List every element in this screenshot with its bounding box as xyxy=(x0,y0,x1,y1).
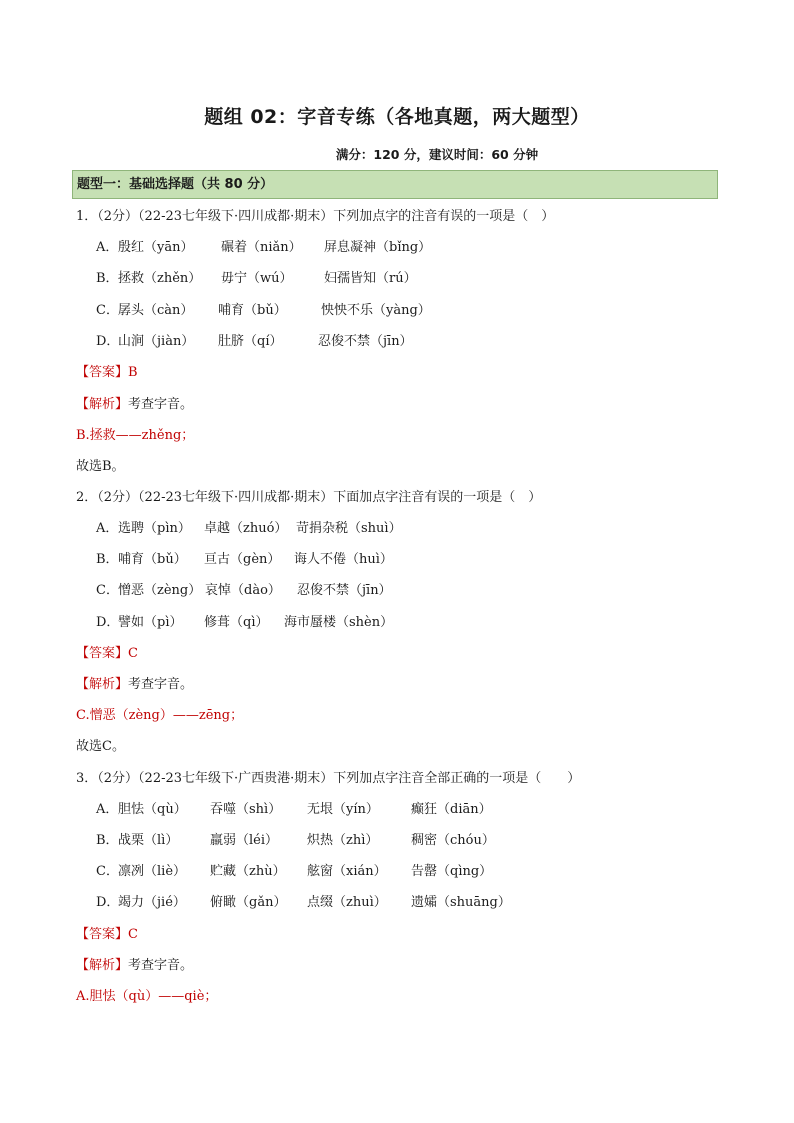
answer-line: 【答案】C xyxy=(76,927,138,942)
option-d: D．譬如（pì） 修葺（qì） 海市蜃楼（shèn） xyxy=(96,615,394,630)
option-d: D．山涧（jiàn） 肚脐（qí） 忍俊不禁（jīn） xyxy=(96,334,413,349)
analysis-line: 【解析】考查字音。 xyxy=(76,677,194,692)
page-title: 题组 02：字音专练（各地真题，两大题型） xyxy=(204,106,590,128)
option-b: B．拯救（zhěn） 毋宁（wú） 妇孺皆知（rú） xyxy=(96,271,417,286)
option-c: C．憎恶（zèng） 哀悼（dào） 忍俊不禁（jīn） xyxy=(96,583,392,598)
option-c: C．孱头（càn） 哺育（bǔ） 怏怏不乐（yàng） xyxy=(96,303,431,318)
option-b: B．哺育（bǔ） 亘古（gèn） 诲人不倦（huì） xyxy=(96,552,393,567)
question-stem: 2．（2分）（22-23七年级下·四川成都·期末）下面加点字注音有误的一项是（ ） xyxy=(76,490,542,505)
conclusion-line: 故选C。 xyxy=(76,739,125,754)
option-a: A．选聘（pìn） 卓越（zhuó） 苛捐杂税（shuì） xyxy=(96,521,402,536)
analysis-detail: A.胆怯（qù）——qiè； xyxy=(76,989,218,1004)
option-a: A．殷红（yān） 碾着（niǎn） 屏息凝神（bǐng） xyxy=(96,240,432,255)
question-stem: 3．（2分）（22-23七年级下·广西贵港·期末）下列加点字注音全部正确的一项是（ ） xyxy=(76,771,581,786)
section-header: 题型一：基础选择题（共 80 分） xyxy=(72,170,718,199)
answer-line: 【答案】C xyxy=(76,646,138,661)
page-subtitle: 满分：120 分，建议时间：60 分钟 xyxy=(335,147,539,162)
question-stem: 1．（2分）（22-23七年级下·四川成都·期末）下列加点字的注音有误的一项是（ ） xyxy=(76,209,555,224)
option-a: A．胆怯（qù） 吞噬（shì） 无垠（yín） 癫狂（diān） xyxy=(96,802,492,817)
answer-line: 【答案】B xyxy=(76,365,138,380)
analysis-line: 【解析】考查字音。 xyxy=(76,397,194,412)
analysis-detail: B.拯救——zhěng； xyxy=(76,428,195,443)
option-b: B．战栗（lì） 羸弱（léi） 炽热（zhì） 稠密（chóu） xyxy=(96,833,495,848)
conclusion-line: 故选B。 xyxy=(76,459,125,474)
analysis-detail: C.憎恶（zèng）——zēng； xyxy=(76,708,244,723)
option-c: C．凛冽（liè） 贮藏（zhù） 舷窗（xián） 告罄（qìng） xyxy=(96,864,493,879)
option-d: D．竭力（jié） 俯瞰（gǎn） 点缀（zhuì） 遗孀（shuāng） xyxy=(96,895,511,910)
analysis-line: 【解析】考查字音。 xyxy=(76,958,194,973)
